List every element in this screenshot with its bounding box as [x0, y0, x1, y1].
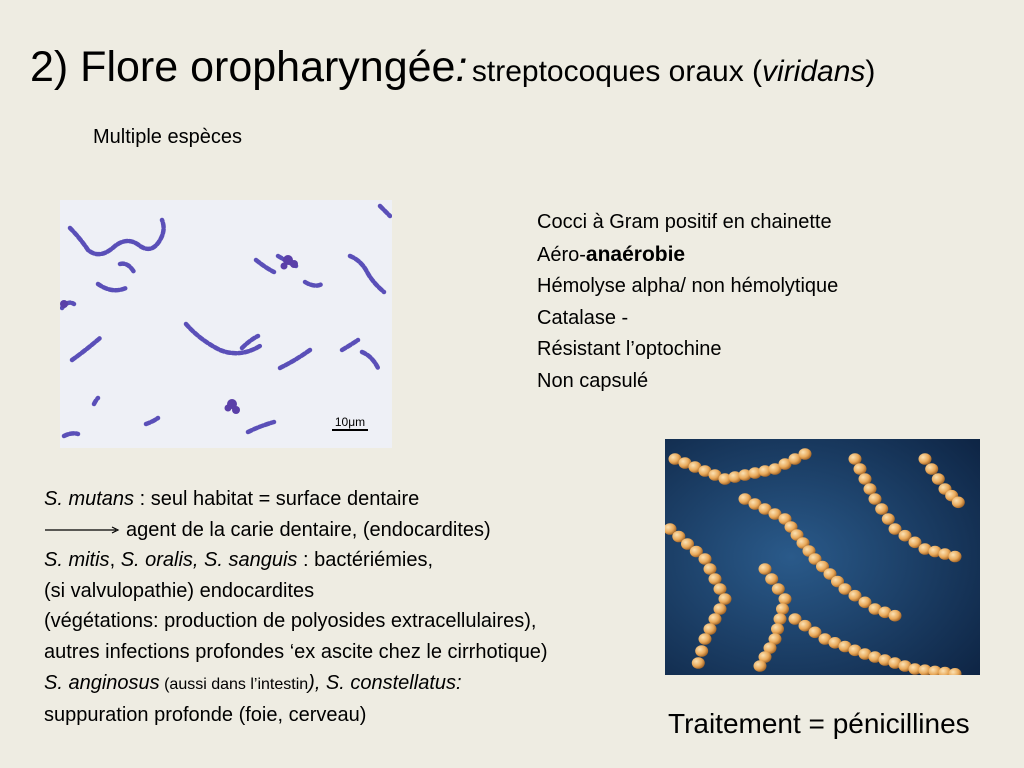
arrow-right-icon: [44, 525, 122, 535]
species-constellatus-name: ), S. constellatus:: [308, 671, 462, 694]
species-mutans-consequence-text: agent de la carie dentaire, (endocardites): [126, 518, 491, 541]
species-anginosus-name: S. anginosus: [44, 671, 160, 694]
coccus-cell: [714, 583, 727, 595]
slide-title: [30, 43, 876, 91]
coccus-cell: [765, 573, 778, 585]
coccus-cell: [754, 660, 767, 672]
properties-list: [537, 207, 838, 397]
coccus-cell: [714, 603, 727, 615]
title-sub-italic: viridans: [762, 55, 866, 88]
species-mutans-consequence: [44, 515, 644, 546]
property-hemolysis: Hémolyse alpha/ non hémolytique: [537, 275, 839, 297]
coccus-cell: [759, 563, 772, 575]
property-optochin: Résistant l’optochine: [537, 338, 722, 360]
species-mutans-name: S. mutans: [44, 488, 135, 510]
coccus-cell: [692, 657, 705, 669]
title-sub-prefix: streptocoques oraux (: [471, 55, 763, 88]
coccus-cell: [859, 473, 872, 485]
property-capsule: Non capsulé: [537, 369, 649, 392]
coccus-cell: [889, 610, 902, 622]
electron-micrograph-photo: [665, 439, 980, 675]
species-oralis-sanguis-name: S. oralis, S. sanguis: [120, 549, 298, 572]
coccus-cell: [799, 448, 812, 460]
property-oxygen: [537, 239, 838, 272]
slide-subtitle: Multiple espèces: [93, 126, 242, 148]
property-catalase: Catalase -: [537, 306, 629, 329]
scale-bar-label: 10μm: [334, 415, 366, 429]
coccus-cell: [932, 473, 945, 485]
coccus-cell: [699, 553, 712, 565]
coccus-cell: [709, 613, 722, 625]
species-mitis-name: S. mitis: [44, 549, 110, 572]
coccus-cell: [779, 593, 792, 605]
species-anginosus-note: (aussi dans l’intestin: [159, 675, 309, 693]
coccus-cell: [719, 593, 732, 605]
gram-stain-micrograph: [60, 200, 392, 448]
species-mutans: [44, 484, 644, 515]
species-infections: autres infections profondes ‘ex ascite chez le cirrhotique): [44, 640, 548, 663]
coccus-cell: [849, 453, 862, 465]
coccus-cell: [771, 623, 784, 635]
species-suppuration: suppuration profonde (foie, cerveau): [44, 704, 367, 727]
species-vegetations: (végétations: production de polyosides extracellulaires),: [44, 610, 537, 633]
coccus-cell: [875, 503, 888, 515]
coccus-cell: [704, 623, 717, 635]
property-gram: Cocci à Gram positif en chainette: [537, 211, 832, 233]
species-anginosus: [44, 668, 644, 701]
coccus-cell: [772, 583, 785, 595]
treatment-text: Traitement = pénicillines: [668, 708, 970, 739]
coccus-cell: [869, 493, 882, 505]
species-valvulopathy: (si valvulopathie) endocardites: [44, 579, 315, 602]
coccus-cell: [709, 573, 722, 585]
coccus-cell: [925, 463, 938, 475]
property-oxygen-bold: anaérobie: [585, 242, 686, 266]
coccus-cell: [774, 613, 787, 625]
species-mitis-text: : bactériémies,: [297, 549, 434, 572]
coccus-cell: [949, 551, 962, 563]
coccus-cell: [695, 645, 708, 657]
property-oxygen-prefix: Aéro-: [537, 243, 586, 266]
species-list: [44, 484, 644, 731]
coccus-cell: [699, 633, 712, 645]
title-colon: :: [455, 43, 468, 91]
coccus-cell: [864, 483, 877, 495]
coccus-cell: [882, 513, 895, 525]
species-mitis: [44, 545, 644, 576]
title-main: 2) Flore oropharyngée: [30, 43, 456, 91]
coccus-cell: [776, 603, 789, 615]
species-mitis-sep: ,: [109, 549, 121, 572]
species-mutans-text: : seul habitat = surface dentaire: [134, 488, 420, 510]
coccus-cell: [919, 453, 932, 465]
coccus-cell: [952, 497, 965, 509]
coccus-cell: [854, 463, 867, 475]
coccus-cell: [704, 563, 717, 575]
title-sub-suffix: ): [865, 55, 876, 88]
